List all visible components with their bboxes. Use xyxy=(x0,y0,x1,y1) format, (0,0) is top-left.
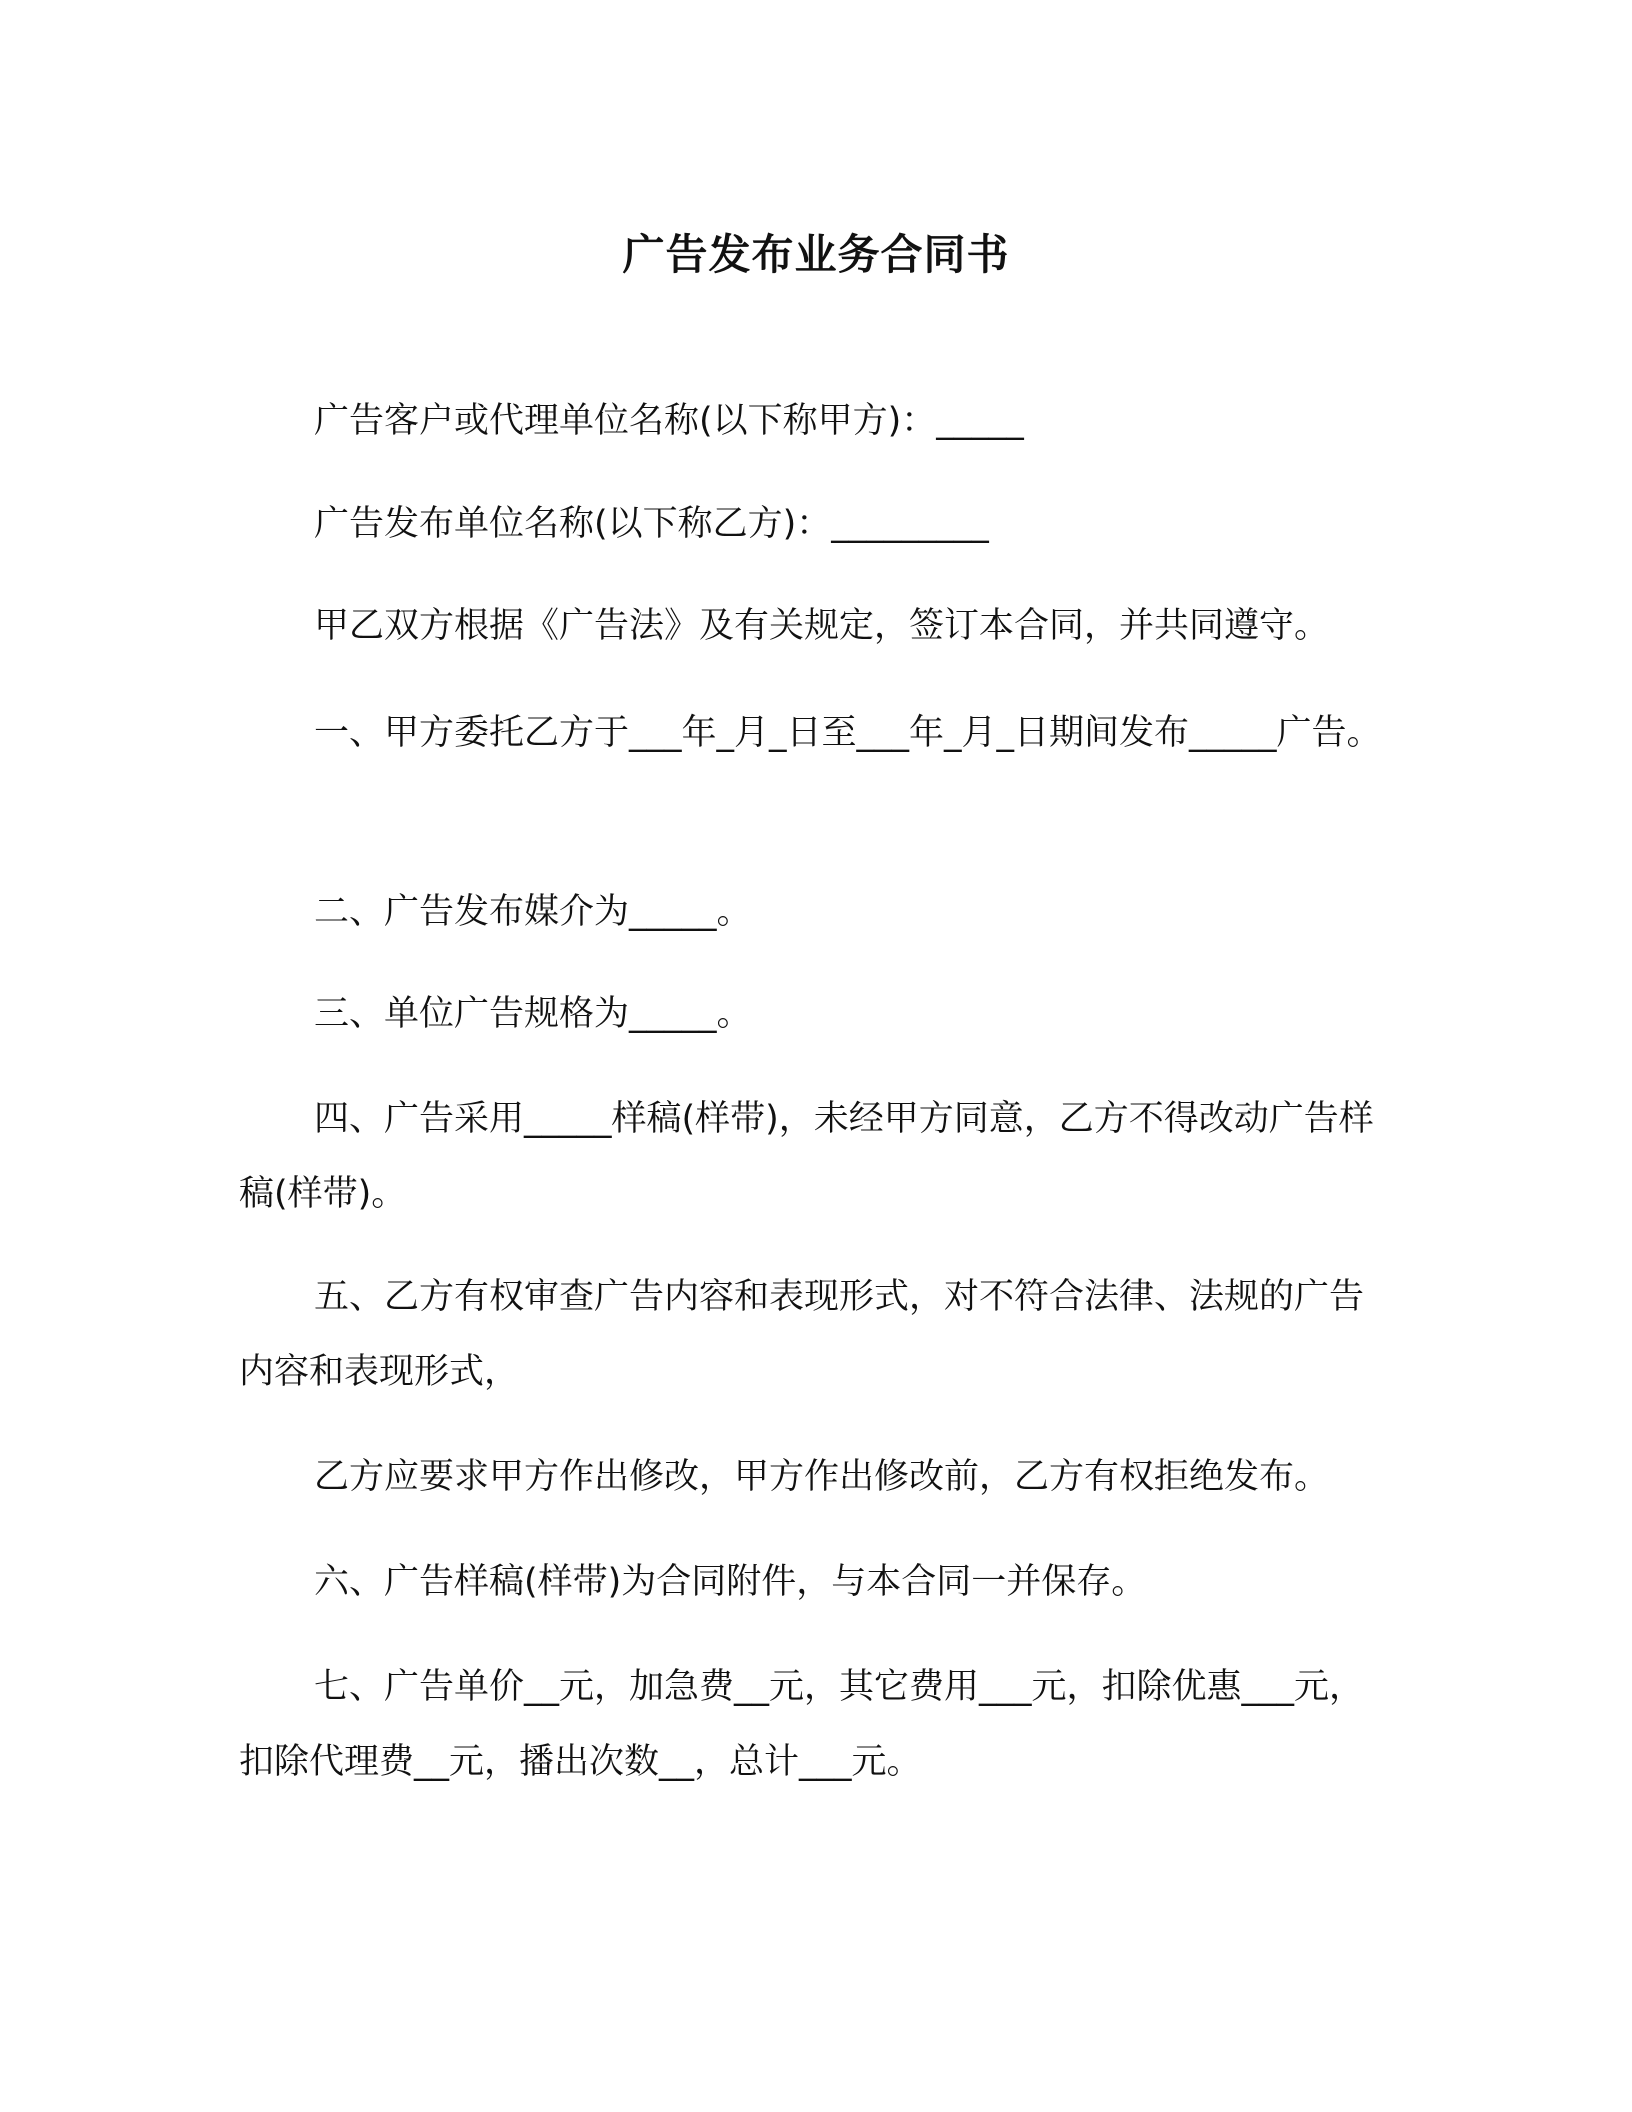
paragraph-clause-4: 四、广告采用_____样稿(样带)，未经甲方同意，乙方不得改动广告样稿(样带)。 xyxy=(239,1099,1374,1214)
paragraph-clause-3: 三、单位广告规格为_____。 xyxy=(314,994,752,1034)
paragraph-clause-1: 一、甲方委托乙方于___年_月_日至___年_月_日期间发布_____广告。 xyxy=(314,713,1382,753)
paragraph-clause-5: 五、乙方有权审查广告内容和表现形式，对不符合法律、法规的广告内容和表现形式， xyxy=(239,1277,1365,1392)
paragraph-clause-7: 七、广告单价__元，加急费__元，其它费用___元，扣除优惠___元，扣除代理费__元，播出次数__，总计___元。 xyxy=(239,1667,1365,1782)
paragraph-clause-6: 六、广告样稿(样带)为合同附件，与本合同一并保存。 xyxy=(314,1562,1147,1602)
paragraph-clause-5-continued: 乙方应要求甲方作出修改，甲方作出修改前，乙方有权拒绝发布。 xyxy=(314,1457,1330,1497)
document-title: 广告发布业务合同书 xyxy=(622,230,1010,279)
paragraph-party-b: 广告发布单位名称(以下称乙方)：_________ xyxy=(314,504,989,544)
paragraph-clause-2: 二、广告发布媒介为_____。 xyxy=(314,892,752,932)
paragraph-party-a: 广告客户或代理单位名称(以下称甲方)：_____ xyxy=(314,401,1024,441)
paragraph-preamble: 甲乙双方根据《广告法》及有关规定，签订本合同，并共同遵守。 xyxy=(314,606,1330,646)
